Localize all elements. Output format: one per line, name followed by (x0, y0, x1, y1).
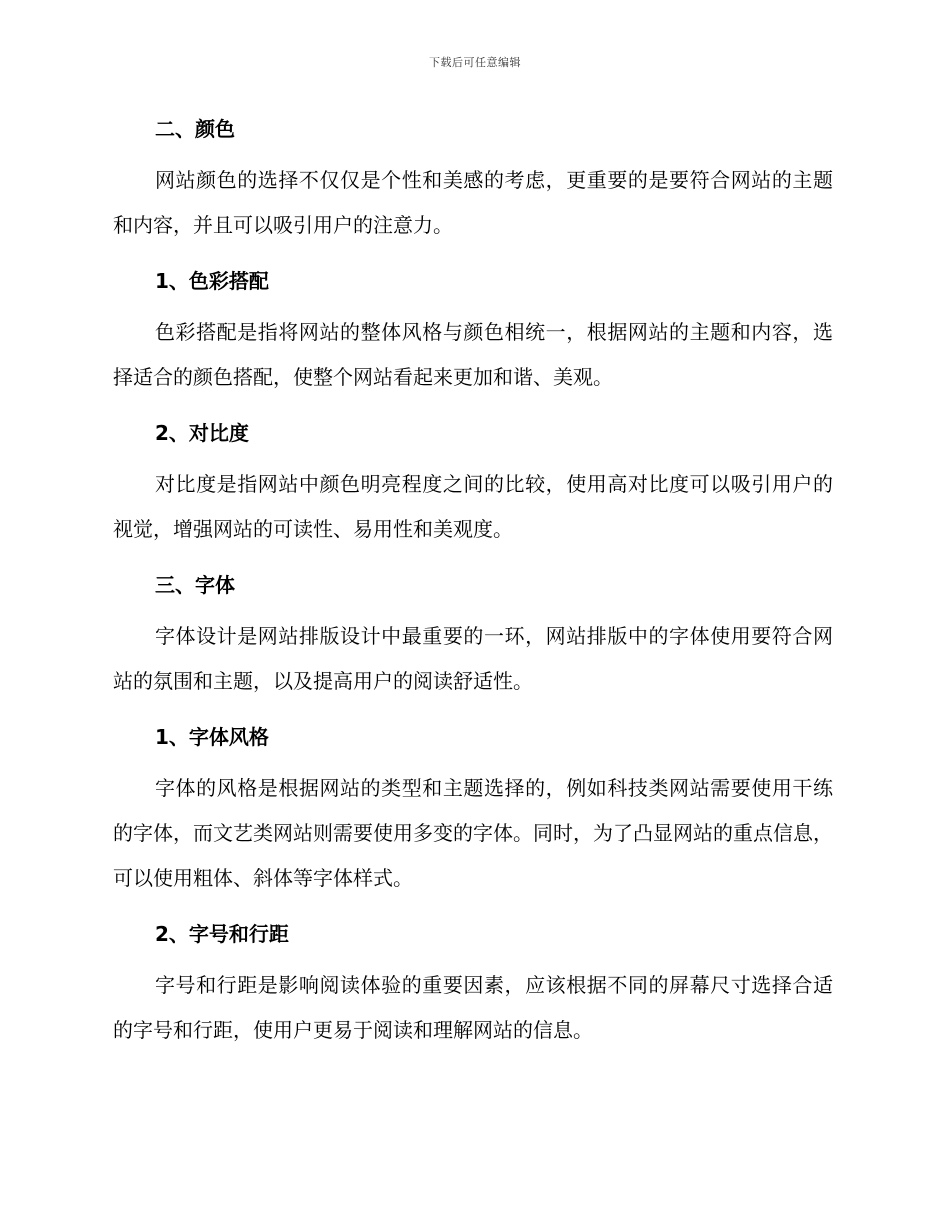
paragraph-font-size-spacing: 字号和行距是影响阅读体验的重要因素，应该根据不同的屏幕尺寸选择合适的字号和行距，使用户更易于阅读和理解网站的信息。 (113, 973, 833, 1042)
paragraph-color-intro: 网站颜色的选择不仅仅是个性和美感的考虑，更重要的是要符合网站的主题和内容，并且可以吸引用户的注意力。 (113, 168, 833, 237)
document-body (113, 112, 833, 1069)
page-header: 下载后可任意编辑 (429, 56, 521, 69)
section-heading-color: 二、颜色 (155, 117, 235, 141)
paragraph-contrast: 对比度是指网站中颜色明亮程度之间的比较，使用高对比度可以吸引用户的视觉，增强网站的可读性、易用性和美观度。 (113, 472, 833, 541)
paragraph-color-matching: 色彩搭配是指将网站的整体风格与颜色相统一，根据网站的主题和内容，选择适合的颜色搭配，使整个网站看起来更加和谐、美观。 (113, 320, 833, 389)
section-heading-font-size-spacing: 2、字号和行距 (155, 922, 289, 946)
paragraph-font-style: 字体的风格是根据网站的类型和主题选择的，例如科技类网站需要使用干练的字体，而文艺类网站则需要使用多变的字体。同时，为了凸显网站的重点信息，可以使用粗体、斜体等字体样式。 (113, 776, 833, 890)
section-heading-font-style: 1、字体风格 (155, 725, 269, 749)
paragraph-font-intro: 字体设计是网站排版设计中最重要的一环，网站排版中的字体使用要符合网站的氛围和主题，以及提高用户的阅读舒适性。 (113, 624, 833, 693)
section-heading-color-matching: 1、色彩搭配 (155, 269, 269, 293)
section-heading-font: 三、字体 (155, 573, 235, 597)
section-heading-contrast: 2、对比度 (155, 421, 249, 445)
